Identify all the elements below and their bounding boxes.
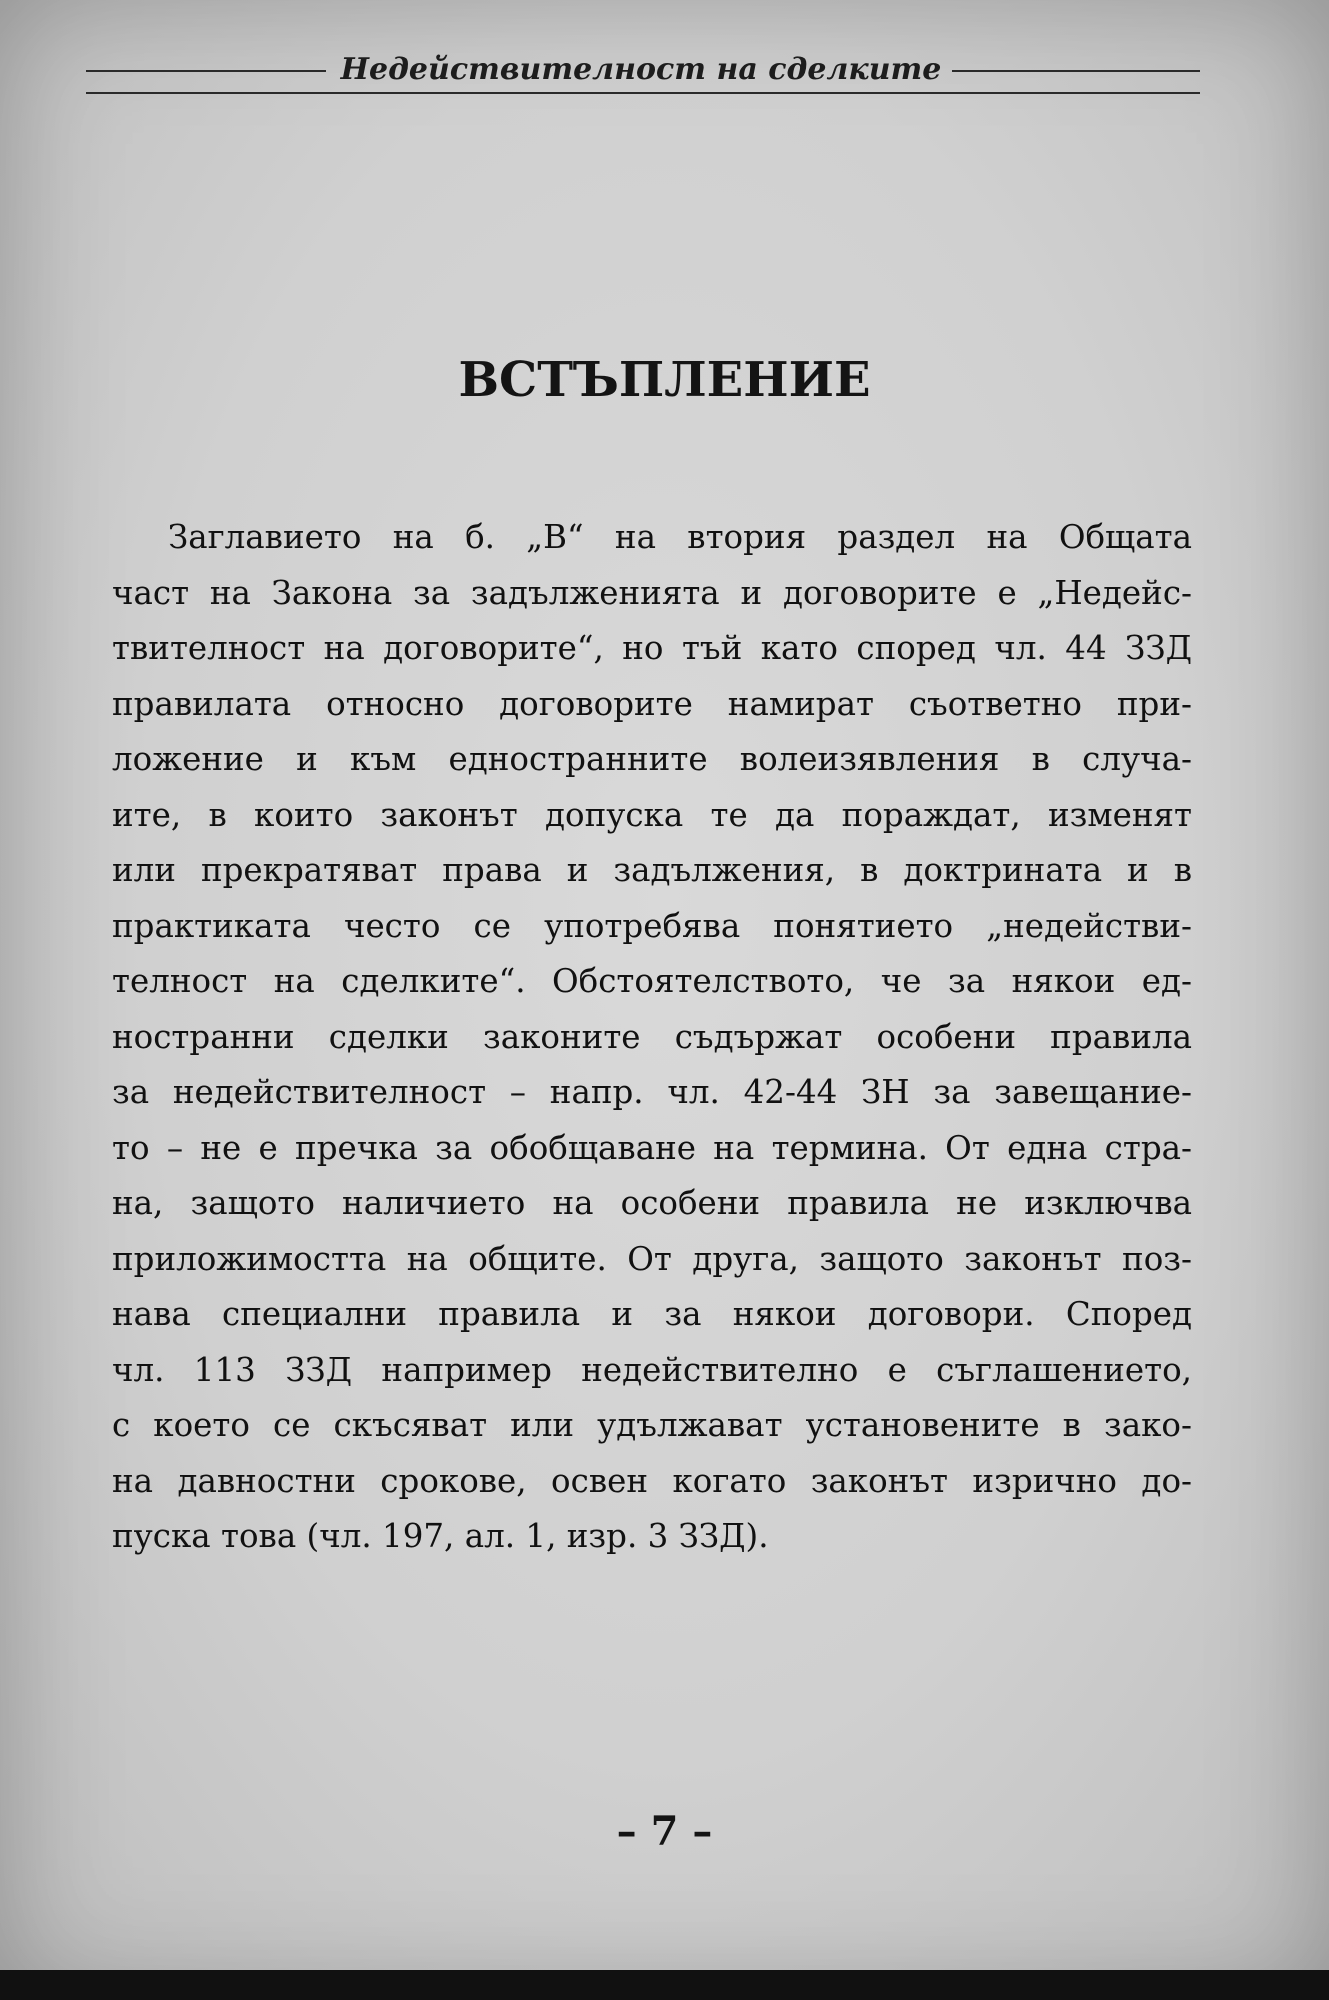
page-number: – 7 – — [616, 1808, 713, 1855]
paragraph-line: пуска това (чл. 197, ал. 1, изр. 3 ЗЗД). — [112, 1517, 769, 1555]
paragraph-line: твителност на договорите“, но тъй като според чл. 44 ЗЗД — [112, 629, 1192, 667]
paragraph-line: ложение и към едностранните волеизявления в случа- — [112, 740, 1192, 778]
header-rule-right — [952, 70, 1200, 72]
paragraph-line: Заглавието на б. „В“ на втория раздел на Общата — [168, 518, 1192, 556]
paragraph-line: част на Закона за задълженията и договорите е „Недейс- — [112, 573, 1192, 612]
paragraph-line: нава специални правила и за някои договори. Според — [112, 1295, 1192, 1333]
paragraph-line: за недействителност – напр. чл. 42-44 ЗН за завещание- — [112, 1073, 1192, 1111]
body-paragraph — [112, 510, 1192, 1565]
paragraph-line: приложимостта на общите. От друга, защото законът поз- — [112, 1239, 1192, 1278]
paragraph-line: на давностни срокове, освен когато законът изрично до- — [112, 1461, 1192, 1500]
paragraph-line: ностранни сделки законите съдържат особени правила — [112, 1017, 1192, 1056]
header-rule-full — [86, 92, 1200, 94]
paragraph-line: практиката често се употребява понятието „недействи- — [112, 906, 1192, 945]
paragraph-line: чл. 113 ЗЗД например недействително е съглашението, — [112, 1350, 1192, 1389]
paragraph-line: то – не е пречка за обобщаване на термина. От една стра- — [112, 1128, 1192, 1167]
paragraph-line: на, защото наличието на особени правила не изключва — [112, 1184, 1192, 1222]
paragraph-line: правилата относно договорите намират съответно при- — [112, 684, 1192, 723]
paragraph-line: ите, в които законът допуска те да пораждат, изменят — [112, 795, 1192, 834]
header-rule-left — [86, 70, 326, 72]
paragraph-line: с което се скъсяват или удължават установените в зако- — [112, 1406, 1192, 1444]
running-header — [86, 52, 1200, 102]
running-header-title: Недействителност на сделките — [340, 52, 942, 87]
paragraph-line: или прекратяват права и задължения, в доктрината и в — [112, 851, 1192, 889]
page-bottom-edge — [0, 1970, 1329, 2000]
paragraph-line: телност на сделките“. Обстоятелството, че за някои ед- — [112, 962, 1192, 1000]
chapter-title: ВСТЪПЛЕНИЕ — [458, 352, 871, 408]
